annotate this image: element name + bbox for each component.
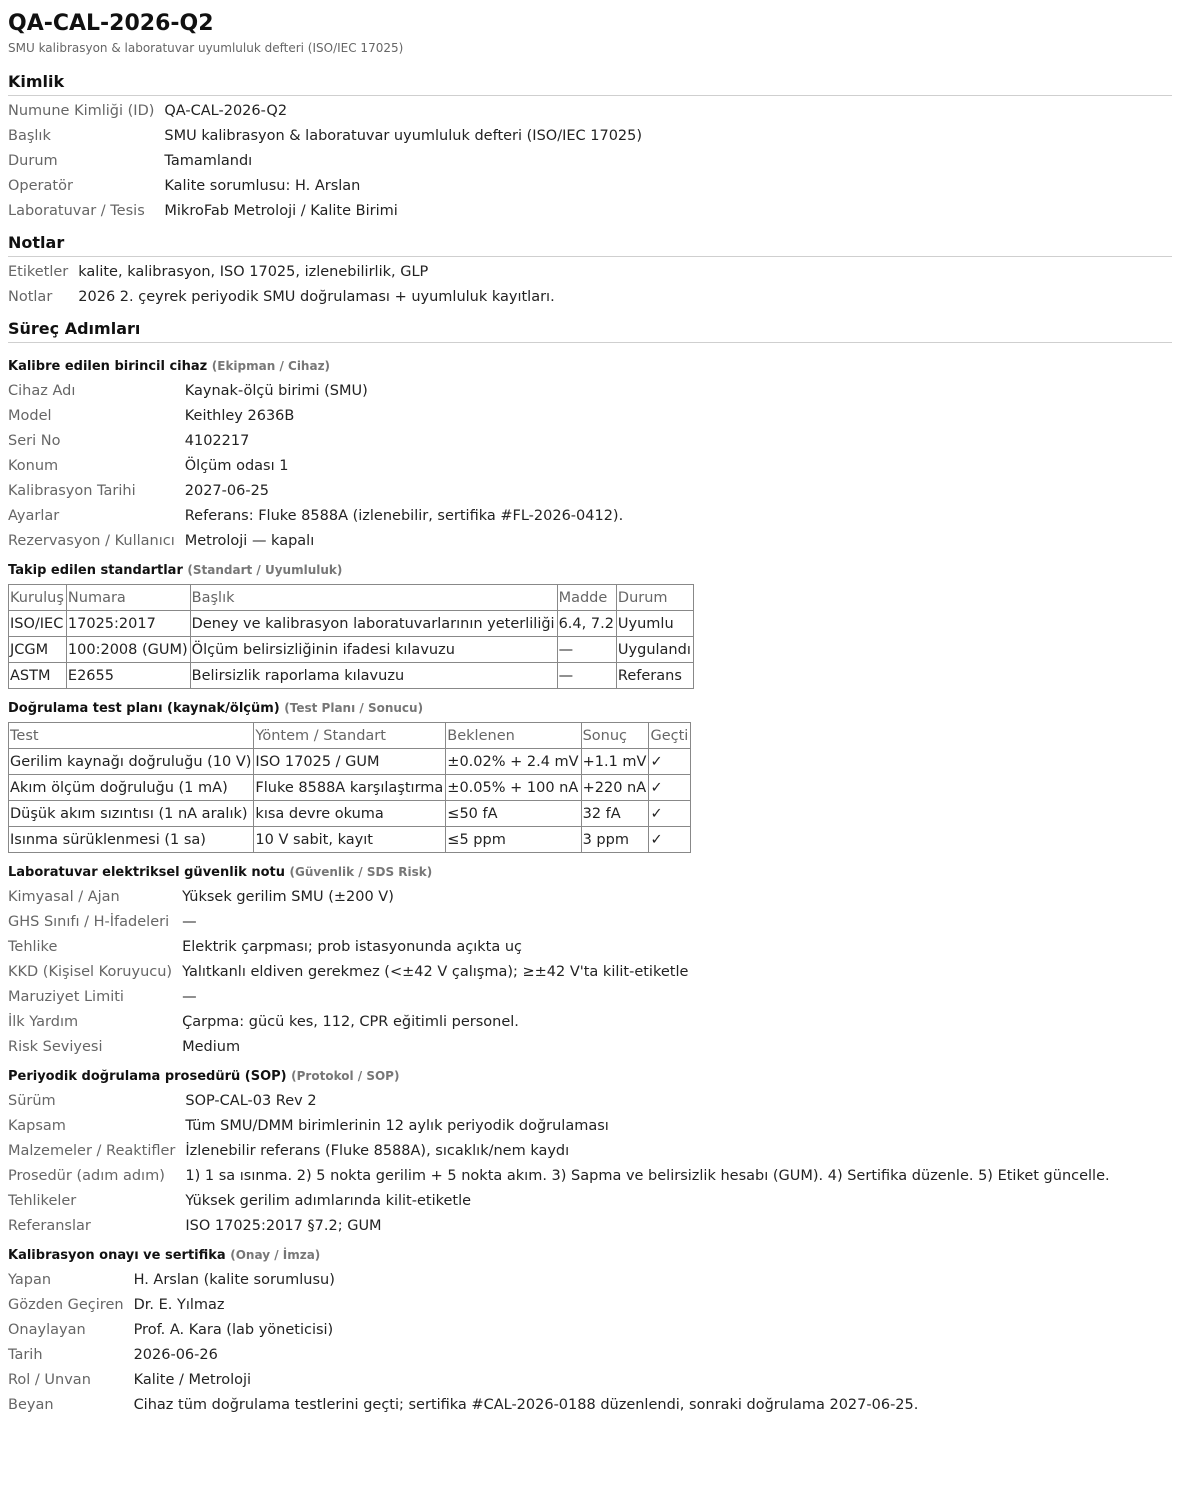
field-value: Tüm SMU/DMM birimlerinin 12 aylık periyodik doğrulaması <box>185 1117 609 1134</box>
field-label: Laboratuvar / Tesis <box>8 202 145 219</box>
field-row <box>8 378 623 403</box>
standards-category: (Standart / Uyumluluk) <box>187 563 343 577</box>
table-cell: Uygulandı <box>616 637 693 663</box>
column-header: Test <box>9 723 254 749</box>
column-header: Geçti <box>649 723 691 749</box>
safety-section-title <box>8 863 1172 882</box>
field-value: Yüksek gerilim SMU (±200 V) <box>182 888 394 905</box>
table-cell: ASTM <box>9 663 67 689</box>
field-row <box>8 1392 918 1417</box>
device-table <box>8 378 623 553</box>
table-cell: Düşük akım sızıntısı (1 nA aralık) <box>9 801 254 827</box>
table-cell: Akım ölçüm doğruluğu (1 mA) <box>9 775 254 801</box>
table-cell: 6.4, 7.2 <box>557 611 616 637</box>
table-cell: ±0.05% + 100 nA <box>446 775 581 801</box>
field-value: Kaynak-ölçü birimi (SMU) <box>184 382 368 399</box>
field-label: Kapsam <box>8 1117 66 1134</box>
field-value: Prof. A. Kara (lab yöneticisi) <box>133 1321 334 1338</box>
field-label: Numune Kimliği (ID) <box>8 102 155 119</box>
field-row <box>8 1034 688 1059</box>
table-cell: kısa devre okuma <box>254 801 446 827</box>
table-cell: 3 ppm <box>581 827 649 853</box>
field-label: Referanslar <box>8 1217 91 1234</box>
field-value: Yüksek gerilim adımlarında kilit-etiketle <box>185 1192 472 1209</box>
table-row <box>9 749 691 775</box>
notes-heading: Notlar <box>8 233 1172 257</box>
field-label: Kalibrasyon Tarihi <box>8 482 136 499</box>
column-header: Numara <box>66 585 190 611</box>
testplan-category: (Test Planı / Sonucu) <box>284 701 424 715</box>
field-row <box>8 1009 688 1034</box>
device-category: (Ekipman / Cihaz) <box>211 359 331 373</box>
page-subtitle: SMU kalibrasyon & laboratuvar uyumluluk defteri (ISO/IEC 17025) <box>8 41 404 55</box>
field-label: Seri No <box>8 432 61 449</box>
field-value: MikroFab Metroloji / Kalite Birimi <box>164 202 398 219</box>
field-value: Ölçüm odası 1 <box>184 457 289 474</box>
table-row <box>9 775 691 801</box>
field-label: Etiketler <box>8 263 69 280</box>
field-label: Cihaz Adı <box>8 382 76 399</box>
field-value: H. Arslan (kalite sorumlusu) <box>133 1271 335 1288</box>
table-row <box>9 663 694 689</box>
field-label: Prosedür (adım adım) <box>8 1167 165 1184</box>
field-row <box>8 909 688 934</box>
sop-title: Periyodik doğrulama prosedürü (SOP) <box>8 1069 287 1084</box>
field-label: Beyan <box>8 1396 54 1413</box>
field-value: Keithley 2636B <box>184 407 295 424</box>
device-title: Kalibre edilen birincil cihaz <box>8 359 208 374</box>
field-row <box>8 428 623 453</box>
process-heading: Süreç Adımları <box>8 319 1172 343</box>
field-row <box>8 1163 1110 1188</box>
field-row <box>8 284 555 309</box>
field-label: Tarih <box>8 1346 43 1363</box>
field-row <box>8 1292 918 1317</box>
field-label: Rezervasyon / Kullanıcı <box>8 532 175 549</box>
table-cell: Uyumlu <box>616 611 693 637</box>
table-header-row <box>9 585 694 611</box>
safety-category: (Güvenlik / SDS Risk) <box>289 865 433 879</box>
table-cell: — <box>557 637 616 663</box>
field-label: Maruziyet Limiti <box>8 988 124 1005</box>
field-row <box>8 1188 1110 1213</box>
field-row <box>8 1213 1110 1238</box>
table-cell: ≤50 fA <box>446 801 581 827</box>
table-cell: Gerilim kaynağı doğruluğu (10 V) <box>9 749 254 775</box>
field-label: Yapan <box>8 1271 52 1288</box>
page-title: QA-CAL-2026-Q2 <box>8 11 214 36</box>
field-row <box>8 1138 1110 1163</box>
column-header: Kuruluş <box>9 585 67 611</box>
field-value: Medium <box>182 1038 241 1055</box>
table-cell: Isınma sürüklenmesi (1 sa) <box>9 827 254 853</box>
field-label: Tehlike <box>8 938 58 955</box>
table-cell: Belirsizlik raporlama kılavuzu <box>190 663 557 689</box>
field-row <box>8 1267 918 1292</box>
field-row <box>8 173 642 198</box>
testplan-title: Doğrulama test planı (kaynak/ölçüm) <box>8 701 280 716</box>
column-header: Beklenen <box>446 723 581 749</box>
standards-title: Takip edilen standartlar <box>8 563 183 578</box>
column-header: Madde <box>557 585 616 611</box>
table-row <box>9 637 694 663</box>
approval-table <box>8 1267 918 1417</box>
table-cell: JCGM <box>9 637 67 663</box>
field-row <box>8 528 623 553</box>
field-row <box>8 123 642 148</box>
field-row <box>8 148 642 173</box>
field-row <box>8 1317 918 1342</box>
field-label: Tehlikeler <box>8 1192 77 1209</box>
column-header: Başlık <box>190 585 557 611</box>
sop-section-title <box>8 1067 1172 1086</box>
field-value: İzlenebilir referans (Fluke 8588A), sıcaklık/nem kaydı <box>185 1142 570 1159</box>
sop-table <box>8 1088 1110 1238</box>
field-label: Başlık <box>8 127 51 144</box>
table-cell: ✓ <box>649 827 691 853</box>
field-label: Malzemeler / Reaktifler <box>8 1142 176 1159</box>
field-row <box>8 98 642 123</box>
testplan-section-title <box>8 699 1172 718</box>
field-value: SOP-CAL-03 Rev 2 <box>185 1092 317 1109</box>
table-cell: +1.1 mV <box>581 749 649 775</box>
table-row <box>9 801 691 827</box>
table-header-row <box>9 723 691 749</box>
field-label: Ayarlar <box>8 507 60 524</box>
table-row <box>9 611 694 637</box>
table-cell: Fluke 8588A karşılaştırma <box>254 775 446 801</box>
table-cell: +220 nA <box>581 775 649 801</box>
table-cell: ✓ <box>649 749 691 775</box>
field-value: Metroloji — kapalı <box>184 532 315 549</box>
field-value: 4102217 <box>184 432 250 449</box>
table-cell: 32 fA <box>581 801 649 827</box>
field-label: KKD (Kişisel Koruyucu) <box>8 963 173 980</box>
field-value: kalite, kalibrasyon, ISO 17025, izlenebilirlik, GLP <box>78 263 429 280</box>
field-row <box>8 198 642 223</box>
field-value: Dr. E. Yılmaz <box>133 1296 225 1313</box>
table-cell: 10 V sabit, kayıt <box>254 827 446 853</box>
standards-table <box>8 584 694 689</box>
field-value: Kalite sorumlusu: H. Arslan <box>164 177 361 194</box>
field-row <box>8 259 555 284</box>
column-header: Yöntem / Standart <box>254 723 446 749</box>
testplan-table <box>8 722 691 853</box>
field-label: Kimyasal / Ajan <box>8 888 120 905</box>
field-label: Sürüm <box>8 1092 56 1109</box>
field-value: Tamamlandı <box>164 152 253 169</box>
field-label: Onaylayan <box>8 1321 86 1338</box>
table-cell: 17025:2017 <box>66 611 190 637</box>
field-value: 2026-06-26 <box>133 1346 218 1363</box>
approval-title: Kalibrasyon onayı ve sertifika <box>8 1248 226 1263</box>
field-row <box>8 1342 918 1367</box>
field-label: Notlar <box>8 288 53 305</box>
field-label: Model <box>8 407 52 424</box>
column-header: Sonuç <box>581 723 649 749</box>
field-row <box>8 403 623 428</box>
table-cell: E2655 <box>66 663 190 689</box>
field-label: İlk Yardım <box>8 1013 79 1030</box>
field-label: Operatör <box>8 177 73 194</box>
table-cell: Ölçüm belirsizliğinin ifadesi kılavuzu <box>190 637 557 663</box>
field-label: Durum <box>8 152 58 169</box>
field-row <box>8 884 688 909</box>
field-label: Gözden Geçiren <box>8 1296 124 1313</box>
field-row <box>8 478 623 503</box>
field-label: GHS Sınıfı / H-İfadeleri <box>8 913 170 930</box>
field-row <box>8 1113 1110 1138</box>
field-row <box>8 1367 918 1392</box>
approval-section-title <box>8 1246 1172 1265</box>
approval-category: (Onay / İmza) <box>230 1248 321 1262</box>
sop-category: (Protokol / SOP) <box>291 1069 400 1083</box>
field-value: 1) 1 sa ısınma. 2) 5 nokta gerilim + 5 nokta akım. 3) Sapma ve belirsizlik hesabı (GUM). 4) Sertifika düzenle. 5) Etiket güncelle. <box>185 1167 1110 1184</box>
field-value: Elektrik çarpması; prob istasyonunda açıkta uç <box>182 938 522 955</box>
field-value: — <box>182 913 197 930</box>
table-cell: ✓ <box>649 801 691 827</box>
field-row <box>8 503 623 528</box>
field-row <box>8 453 623 478</box>
table-cell: ✓ <box>649 775 691 801</box>
field-value: — <box>182 988 197 1005</box>
table-cell: ISO/IEC <box>9 611 67 637</box>
field-value: Referans: Fluke 8588A (izlenebilir, sertifika #FL-2026-0412). <box>184 507 624 524</box>
field-value: 2026 2. çeyrek periyodik SMU doğrulaması + uyumluluk kayıtları. <box>78 288 555 305</box>
field-label: Rol / Unvan <box>8 1371 91 1388</box>
table-cell: Referans <box>616 663 693 689</box>
standards-section-title <box>8 561 1172 580</box>
field-label: Risk Seviyesi <box>8 1038 103 1055</box>
table-cell: ISO 17025 / GUM <box>254 749 446 775</box>
notes-table <box>8 259 555 309</box>
field-value: QA-CAL-2026-Q2 <box>164 102 288 119</box>
table-cell: 100:2008 (GUM) <box>66 637 190 663</box>
field-label: Konum <box>8 457 59 474</box>
safety-table <box>8 884 688 1059</box>
identity-table <box>8 98 642 223</box>
field-value: Çarpma: gücü kes, 112, CPR eğitimli personel. <box>182 1013 519 1030</box>
field-row <box>8 934 688 959</box>
field-value: Yalıtkanlı eldiven gerekmez (<±42 V çalışma); ≥±42 V'ta kilit-etiketle <box>182 963 689 980</box>
table-row <box>9 827 691 853</box>
field-row <box>8 959 688 984</box>
field-row <box>8 984 688 1009</box>
field-value: Cihaz tüm doğrulama testlerini geçti; sertifika #CAL-2026-0188 düzenlendi, sonraki doğrulama 2027-06-25. <box>133 1396 919 1413</box>
table-cell: — <box>557 663 616 689</box>
field-value: ISO 17025:2017 §7.2; GUM <box>185 1217 382 1234</box>
device-section-title <box>8 357 1172 376</box>
table-cell: ±0.02% + 2.4 mV <box>446 749 581 775</box>
table-cell: ≤5 ppm <box>446 827 581 853</box>
table-cell: Deney ve kalibrasyon laboratuvarlarının yeterliliği <box>190 611 557 637</box>
identity-heading: Kimlik <box>8 72 1172 96</box>
column-header: Durum <box>616 585 693 611</box>
safety-title: Laboratuvar elektriksel güvenlik notu <box>8 865 285 880</box>
field-value: 2027-06-25 <box>184 482 270 499</box>
field-row <box>8 1088 1110 1113</box>
field-value: SMU kalibrasyon & laboratuvar uyumluluk defteri (ISO/IEC 17025) <box>164 127 643 144</box>
field-value: Kalite / Metroloji <box>133 1371 252 1388</box>
